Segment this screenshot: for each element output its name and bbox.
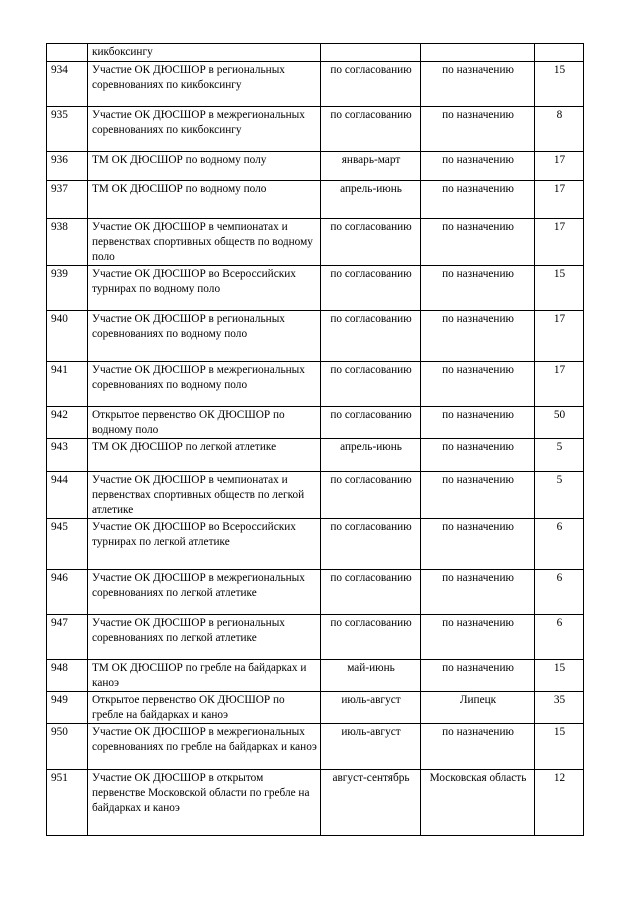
cell-num: 941	[47, 362, 88, 407]
cell-date: по согласованию	[321, 311, 421, 362]
cell-num: 939	[47, 266, 88, 311]
table-row	[47, 181, 584, 219]
cell-place: по назначению	[421, 724, 535, 770]
cell-qty: 15	[535, 266, 584, 311]
cell-place: Липецк	[421, 692, 535, 724]
cell-place: по назначению	[421, 62, 535, 107]
cell-date: по согласованию	[321, 266, 421, 311]
cell-date: по согласованию	[321, 407, 421, 439]
cell-date: январь-март	[321, 152, 421, 181]
cell-date: по согласованию	[321, 519, 421, 570]
cell-qty: 8	[535, 107, 584, 152]
cell-name: ТМ ОК ДЮСШОР по легкой атлетике	[88, 439, 321, 472]
events-table-body	[47, 44, 584, 836]
cell-name: ТМ ОК ДЮСШОР по водному полу	[88, 152, 321, 181]
cell-num: 942	[47, 407, 88, 439]
table-row	[47, 472, 584, 519]
cell-name: ТМ ОК ДЮСШОР по водному поло	[88, 181, 321, 219]
cell-num: 937	[47, 181, 88, 219]
cell-name: Участие ОК ДЮСШОР в межрегиональных соревнованиях по водному поло	[88, 362, 321, 407]
cell-date: август-сентябрь	[321, 770, 421, 836]
cell-qty: 6	[535, 519, 584, 570]
cell-place: по назначению	[421, 660, 535, 692]
cell-qty	[535, 44, 584, 62]
cell-date: по согласованию	[321, 107, 421, 152]
cell-date: июль-август	[321, 724, 421, 770]
cell-num: 951	[47, 770, 88, 836]
cell-place: по назначению	[421, 362, 535, 407]
cell-place: по назначению	[421, 311, 535, 362]
cell-qty: 17	[535, 362, 584, 407]
cell-name: Участие ОК ДЮСШОР в межрегиональных соревнованиях по гребле на байдарках и каноэ	[88, 724, 321, 770]
cell-date: по согласованию	[321, 219, 421, 266]
cell-num: 950	[47, 724, 88, 770]
cell-place: по назначению	[421, 181, 535, 219]
cell-num: 948	[47, 660, 88, 692]
cell-date: по согласованию	[321, 362, 421, 407]
cell-name: Участие ОК ДЮСШОР во Всероссийских турнирах по водному поло	[88, 266, 321, 311]
cell-qty: 17	[535, 181, 584, 219]
cell-date: апрель-июнь	[321, 439, 421, 472]
cell-qty: 12	[535, 770, 584, 836]
cell-name: Участие ОК ДЮСШОР в межрегиональных соревнованиях по легкой атлетике	[88, 570, 321, 615]
cell-qty: 17	[535, 311, 584, 362]
table-row	[47, 219, 584, 266]
table-row	[47, 770, 584, 836]
cell-num: 938	[47, 219, 88, 266]
table-row	[47, 570, 584, 615]
cell-place: по назначению	[421, 472, 535, 519]
cell-name: Участие ОК ДЮСШОР во Всероссийских турнирах по легкой атлетике	[88, 519, 321, 570]
cell-qty: 17	[535, 152, 584, 181]
table-row	[47, 519, 584, 570]
cell-name: Открытое первенство ОК ДЮСШОР по гребле на байдарках и каноэ	[88, 692, 321, 724]
table-row	[47, 107, 584, 152]
cell-qty: 15	[535, 62, 584, 107]
cell-name: Участие ОК ДЮСШОР в чемпионатах и первенствах спортивных обществ по легкой атлетике	[88, 472, 321, 519]
cell-qty: 6	[535, 570, 584, 615]
cell-date: май-июнь	[321, 660, 421, 692]
cell-num	[47, 44, 88, 62]
table-row	[47, 692, 584, 724]
cell-place: Московская область	[421, 770, 535, 836]
cell-place: по назначению	[421, 570, 535, 615]
cell-place: по назначению	[421, 219, 535, 266]
cell-place: по назначению	[421, 266, 535, 311]
cell-date: по согласованию	[321, 472, 421, 519]
table-row	[47, 615, 584, 660]
cell-date: по согласованию	[321, 615, 421, 660]
cell-qty: 15	[535, 660, 584, 692]
cell-date: июль-август	[321, 692, 421, 724]
cell-place: по назначению	[421, 152, 535, 181]
cell-num: 943	[47, 439, 88, 472]
cell-place: по назначению	[421, 519, 535, 570]
table-row	[47, 660, 584, 692]
cell-name: Участие ОК ДЮСШОР в открытом первенстве Московской области по гребле на байдарках и каноэ	[88, 770, 321, 836]
cell-num: 936	[47, 152, 88, 181]
cell-name: ТМ ОК ДЮСШОР по гребле на байдарках и каноэ	[88, 660, 321, 692]
table-row	[47, 311, 584, 362]
events-table	[46, 43, 584, 836]
cell-num: 940	[47, 311, 88, 362]
table-row	[47, 266, 584, 311]
cell-name: Участие ОК ДЮСШОР в региональных соревнованиях по кикбоксингу	[88, 62, 321, 107]
cell-qty: 6	[535, 615, 584, 660]
cell-qty: 5	[535, 439, 584, 472]
cell-qty: 35	[535, 692, 584, 724]
cell-place: по назначению	[421, 615, 535, 660]
cell-place: по назначению	[421, 107, 535, 152]
cell-num: 946	[47, 570, 88, 615]
cell-name: Открытое первенство ОК ДЮСШОР по водному поло	[88, 407, 321, 439]
table-row	[47, 362, 584, 407]
cell-date	[321, 44, 421, 62]
cell-qty: 17	[535, 219, 584, 266]
cell-name: Участие ОК ДЮСШОР в региональных соревнованиях по водному поло	[88, 311, 321, 362]
table-row	[47, 724, 584, 770]
cell-date: по согласованию	[321, 570, 421, 615]
cell-qty: 15	[535, 724, 584, 770]
cell-name: Участие ОК ДЮСШОР в межрегиональных соревнованиях по кикбоксингу	[88, 107, 321, 152]
cell-num: 949	[47, 692, 88, 724]
table-row	[47, 439, 584, 472]
cell-date: апрель-июнь	[321, 181, 421, 219]
cell-num: 934	[47, 62, 88, 107]
cell-qty: 5	[535, 472, 584, 519]
cell-date: по согласованию	[321, 62, 421, 107]
cell-num: 945	[47, 519, 88, 570]
cell-num: 935	[47, 107, 88, 152]
cell-qty: 50	[535, 407, 584, 439]
table-row	[47, 62, 584, 107]
table-row	[47, 152, 584, 181]
table-row	[47, 407, 584, 439]
cell-place: по назначению	[421, 407, 535, 439]
cell-name: Участие ОК ДЮСШОР в региональных соревнованиях по легкой атлетике	[88, 615, 321, 660]
cell-num: 944	[47, 472, 88, 519]
cell-place	[421, 44, 535, 62]
cell-name: Участие ОК ДЮСШОР в чемпионатах и первенствах спортивных обществ по водному поло	[88, 219, 321, 266]
cell-place: по назначению	[421, 439, 535, 472]
cell-num: 947	[47, 615, 88, 660]
table-row	[47, 44, 584, 62]
cell-name: кикбоксингу	[88, 44, 321, 62]
